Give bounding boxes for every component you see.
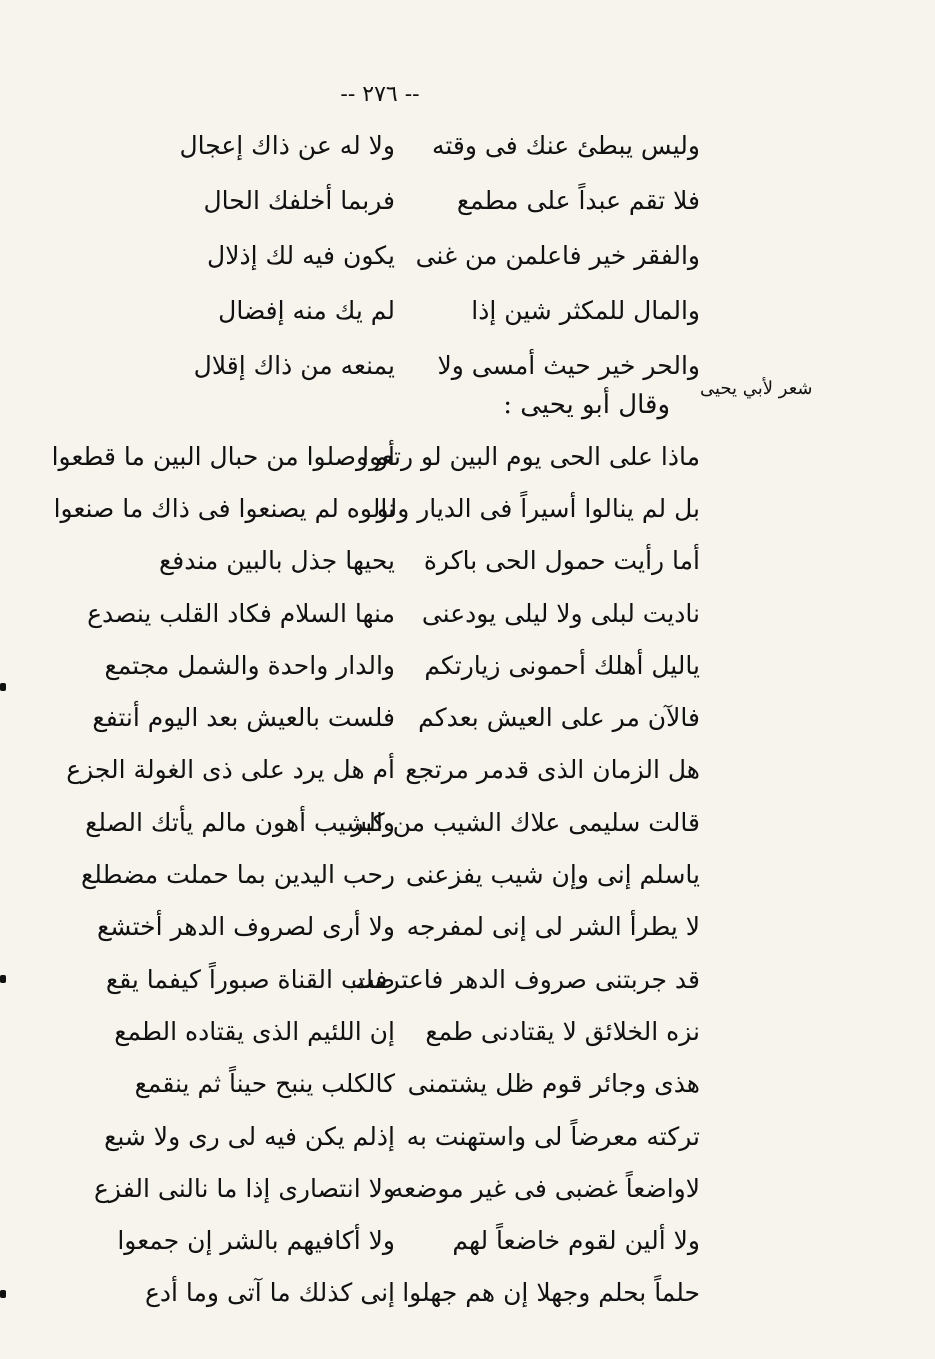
verse-first-hemistich: والفقر خير فاعلمن من غنى bbox=[415, 241, 700, 270]
verse-line bbox=[60, 1110, 700, 1162]
verse-first-hemistich: هذى وجائر قوم ظل يشتمنى bbox=[407, 1069, 700, 1099]
verse-line bbox=[60, 173, 700, 228]
verses-main bbox=[51, 430, 700, 1319]
section-heading: وقال أبو يحيى : bbox=[503, 390, 670, 420]
verse-line bbox=[60, 587, 700, 639]
verse-first-hemistich: فالآن مر على العيش بعدكم bbox=[418, 703, 700, 733]
verse-first-hemistich: هل الزمان الذى قدمر مرتجع bbox=[405, 755, 700, 785]
verse-second-hemistich: رحب اليدين بما حملت مضطلع bbox=[80, 860, 395, 890]
verse-line bbox=[60, 796, 700, 848]
verse-line bbox=[60, 1162, 700, 1214]
verse-second-hemistich: والشيب أهون مالم يأتك الصلع bbox=[85, 807, 395, 837]
verse-second-hemistich: أم هل يرد على ذى الغولة الجزع bbox=[66, 755, 395, 785]
verse-second-hemistich: ولا انتصارى إذا ما نالنى الفزع bbox=[94, 1173, 395, 1203]
verse-second-hemistich: ولا أكافيهم بالشر إن جمعوا bbox=[117, 1226, 395, 1256]
verse-line bbox=[60, 639, 700, 691]
verse-second-hemistich: يحيها جذل بالبين مندفع bbox=[159, 546, 395, 576]
verse-line bbox=[60, 1058, 700, 1110]
verse-first-hemistich: قد جربتنى صروف الدهر فاعترفت bbox=[351, 964, 700, 994]
verse-line bbox=[53, 482, 700, 534]
verse-first-hemistich: بل لم ينالوا أسيراً فى الديار ولو bbox=[376, 493, 700, 523]
verse-first-hemistich: تركته معرضاً لى واستهنت به bbox=[406, 1121, 700, 1151]
verse-line bbox=[60, 283, 700, 338]
verse-line bbox=[60, 691, 700, 743]
verse-line bbox=[60, 744, 700, 796]
verse-second-hemistich: كالكلب ينبح حيناً ثم ينقمع bbox=[134, 1069, 395, 1099]
verse-first-hemistich: ماذا على الحى يوم البين لو رتعوا bbox=[362, 441, 700, 471]
verse-second-hemistich: فلست بالعيش بعد اليوم أنتفع bbox=[92, 703, 395, 733]
verse-second-hemistich: فربما أخلفك الحال bbox=[203, 186, 395, 215]
verse-first-hemistich: نزه الخلائق لا يقتادنى طمع bbox=[425, 1016, 700, 1046]
verse-line bbox=[60, 953, 700, 1005]
section-heading-row bbox=[0, 378, 935, 428]
verse-first-hemistich: ياسلم إنى وإن شيب يفزعنى bbox=[405, 860, 700, 890]
verse-line bbox=[60, 228, 700, 283]
verse-first-hemistich: ياليل أهلك أحمونى زيارتكم bbox=[424, 650, 700, 680]
verses-top bbox=[60, 118, 700, 393]
verse-first-hemistich: لاواضعاً غضبى فى غير موضعه bbox=[390, 1173, 700, 1203]
verse-first-hemistich: حلماً بحلم وجهلا إن هم جهلوا bbox=[402, 1278, 700, 1308]
verse-first-hemistich: ولا ألين لقوم خاضعاً لهم bbox=[452, 1226, 700, 1256]
verse-line bbox=[60, 1267, 700, 1319]
verse-line bbox=[60, 118, 700, 173]
verse-second-hemistich: نالوه لم يصنعوا فى ذاك ما صنعوا bbox=[53, 493, 395, 523]
verse-first-hemistich: والمال للمكثر شين إذا bbox=[471, 296, 700, 325]
verse-line bbox=[51, 430, 700, 482]
verse-first-hemistich: وليس يبطئ عنك فى وقته bbox=[431, 131, 700, 160]
scan-mark bbox=[0, 683, 6, 691]
verse-second-hemistich: يمنعه من ذاك إقلال bbox=[193, 351, 395, 380]
verse-second-hemistich: يكون فيه لك إذلال bbox=[207, 241, 395, 270]
verse-second-hemistich: ولا له عن ذاك إعجال bbox=[179, 131, 395, 160]
verse-first-hemistich: والحر خير حيث أمسى ولا bbox=[437, 351, 700, 380]
verse-second-hemistich: إذلم يكن فيه لى رى ولا شبع bbox=[104, 1121, 395, 1151]
scan-mark bbox=[0, 1290, 6, 1298]
page-number: -- ٢٧٦ -- bbox=[340, 82, 420, 107]
margin-note: شعر لأبي يحيى bbox=[700, 378, 813, 399]
verse-second-hemistich: لم يك منه إفضال bbox=[218, 296, 395, 325]
verse-second-hemistich: والدار واحدة والشمل مجتمع bbox=[104, 650, 395, 680]
verse-first-hemistich: ناديت لبلى ولا ليلى يودعنى bbox=[421, 598, 700, 628]
verse-line bbox=[60, 901, 700, 953]
verse-second-hemistich: منها السلام فكاد القلب ينصدع bbox=[87, 598, 395, 628]
verse-second-hemistich: ولا أرى لصروف الدهر أختشع bbox=[97, 912, 395, 942]
verse-first-hemistich: لا يطرأ الشر لى إنى لمفرجه bbox=[406, 912, 700, 942]
verse-line bbox=[60, 1005, 700, 1057]
verse-first-hemistich: فلا تقم عبداً على مطمع bbox=[456, 186, 700, 215]
verse-line bbox=[60, 848, 700, 900]
verse-second-hemistich: صلب القناة صبوراً كيفما يقع bbox=[105, 964, 395, 994]
verse-first-hemistich: قالت سليمى علاك الشيب من كبر bbox=[351, 807, 700, 837]
verse-first-hemistich: أما رأيت حمول الحى باكرة bbox=[423, 546, 700, 576]
verse-line bbox=[60, 1214, 700, 1266]
scan-mark bbox=[0, 975, 6, 983]
verse-second-hemistich: أو وصلوا من حبال البين ما قطعوا bbox=[51, 441, 395, 471]
verse-line bbox=[60, 535, 700, 587]
verse-second-hemistich: إن اللئيم الذى يقتاده الطمع bbox=[114, 1016, 395, 1046]
verse-second-hemistich: إنى كذلك ما آتى وما أدع bbox=[144, 1278, 395, 1308]
